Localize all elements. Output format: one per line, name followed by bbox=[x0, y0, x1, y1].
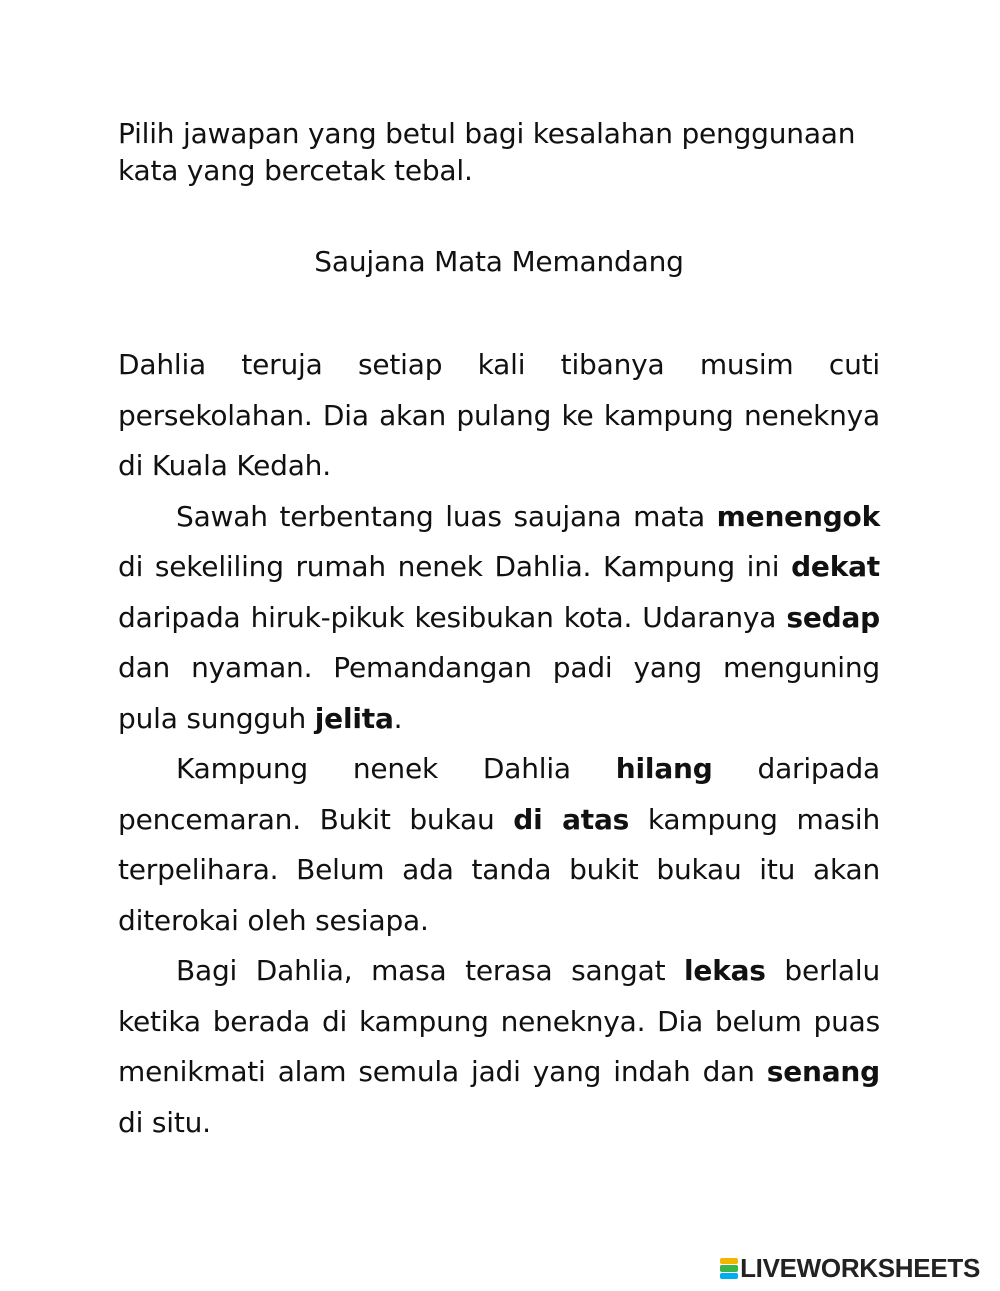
watermark-text: LIVEWORKSHEETS bbox=[740, 1253, 980, 1283]
bold-error-word: lekas bbox=[684, 954, 766, 987]
bold-error-word: menengok bbox=[716, 499, 880, 533]
liveworksheets-logo-icon bbox=[720, 1258, 738, 1280]
story-paragraph bbox=[118, 492, 880, 745]
paragraph-text: dan nyaman. Pemandangan padi yang menguning pula sungguh bbox=[118, 651, 880, 735]
bold-error-word: dekat bbox=[791, 550, 880, 583]
paragraph-text: berlalu ketika berada di kampung neneknya. Dia belum puas menikmati alam semula jadi yang indah dan bbox=[118, 954, 880, 1088]
story-paragraph bbox=[118, 744, 880, 946]
paragraph-text: Sawah terbentang luas saujana mata bbox=[176, 499, 717, 533]
bold-error-word: di atas bbox=[513, 802, 630, 836]
paragraph-text: di sekeliling rumah nenek Dahlia. Kampung ini bbox=[118, 550, 792, 583]
story-body bbox=[118, 340, 880, 1148]
paragraph-text: kampung masih terpelihara. Belum ada tanda bukit bukau itu akan diterokai oleh sesiapa. bbox=[118, 802, 880, 937]
logo-block bbox=[720, 1265, 738, 1272]
instruction-text: Pilih jawapan yang betul bagi kesalahan penggunaan kata yang bercetak tebal. bbox=[118, 117, 856, 187]
logo-block bbox=[720, 1258, 738, 1265]
story-title: Saujana Mata Memandang bbox=[314, 245, 684, 278]
bold-error-word: jelita bbox=[314, 701, 394, 735]
story-paragraph bbox=[118, 340, 880, 492]
paragraph-text: . bbox=[393, 701, 403, 735]
worksheet-page bbox=[118, 115, 880, 1148]
paragraph-text: daripada hiruk-pikuk kesibukan kota. Udaranya bbox=[118, 600, 787, 634]
liveworksheets-watermark bbox=[720, 1253, 980, 1284]
story-paragraph bbox=[118, 946, 880, 1148]
bold-error-word: hilang bbox=[615, 752, 713, 785]
bold-error-word: senang bbox=[766, 1055, 880, 1088]
paragraph-text: Kampung nenek Dahlia bbox=[176, 752, 616, 785]
paragraph-text: Dahlia teruja setiap kali tibanya musim cuti persekolahan. Dia akan pulang ke kampung neneknya di Kuala Kedah. bbox=[118, 348, 880, 482]
paragraph-text: daripada pencemaran. Bukit bukau bbox=[118, 752, 880, 836]
bold-error-word: sedap bbox=[786, 600, 880, 634]
paragraph-text: di situ. bbox=[118, 1105, 211, 1139]
logo-block bbox=[720, 1273, 738, 1280]
paragraph-text: Bagi Dahlia, masa terasa sangat bbox=[176, 954, 684, 987]
